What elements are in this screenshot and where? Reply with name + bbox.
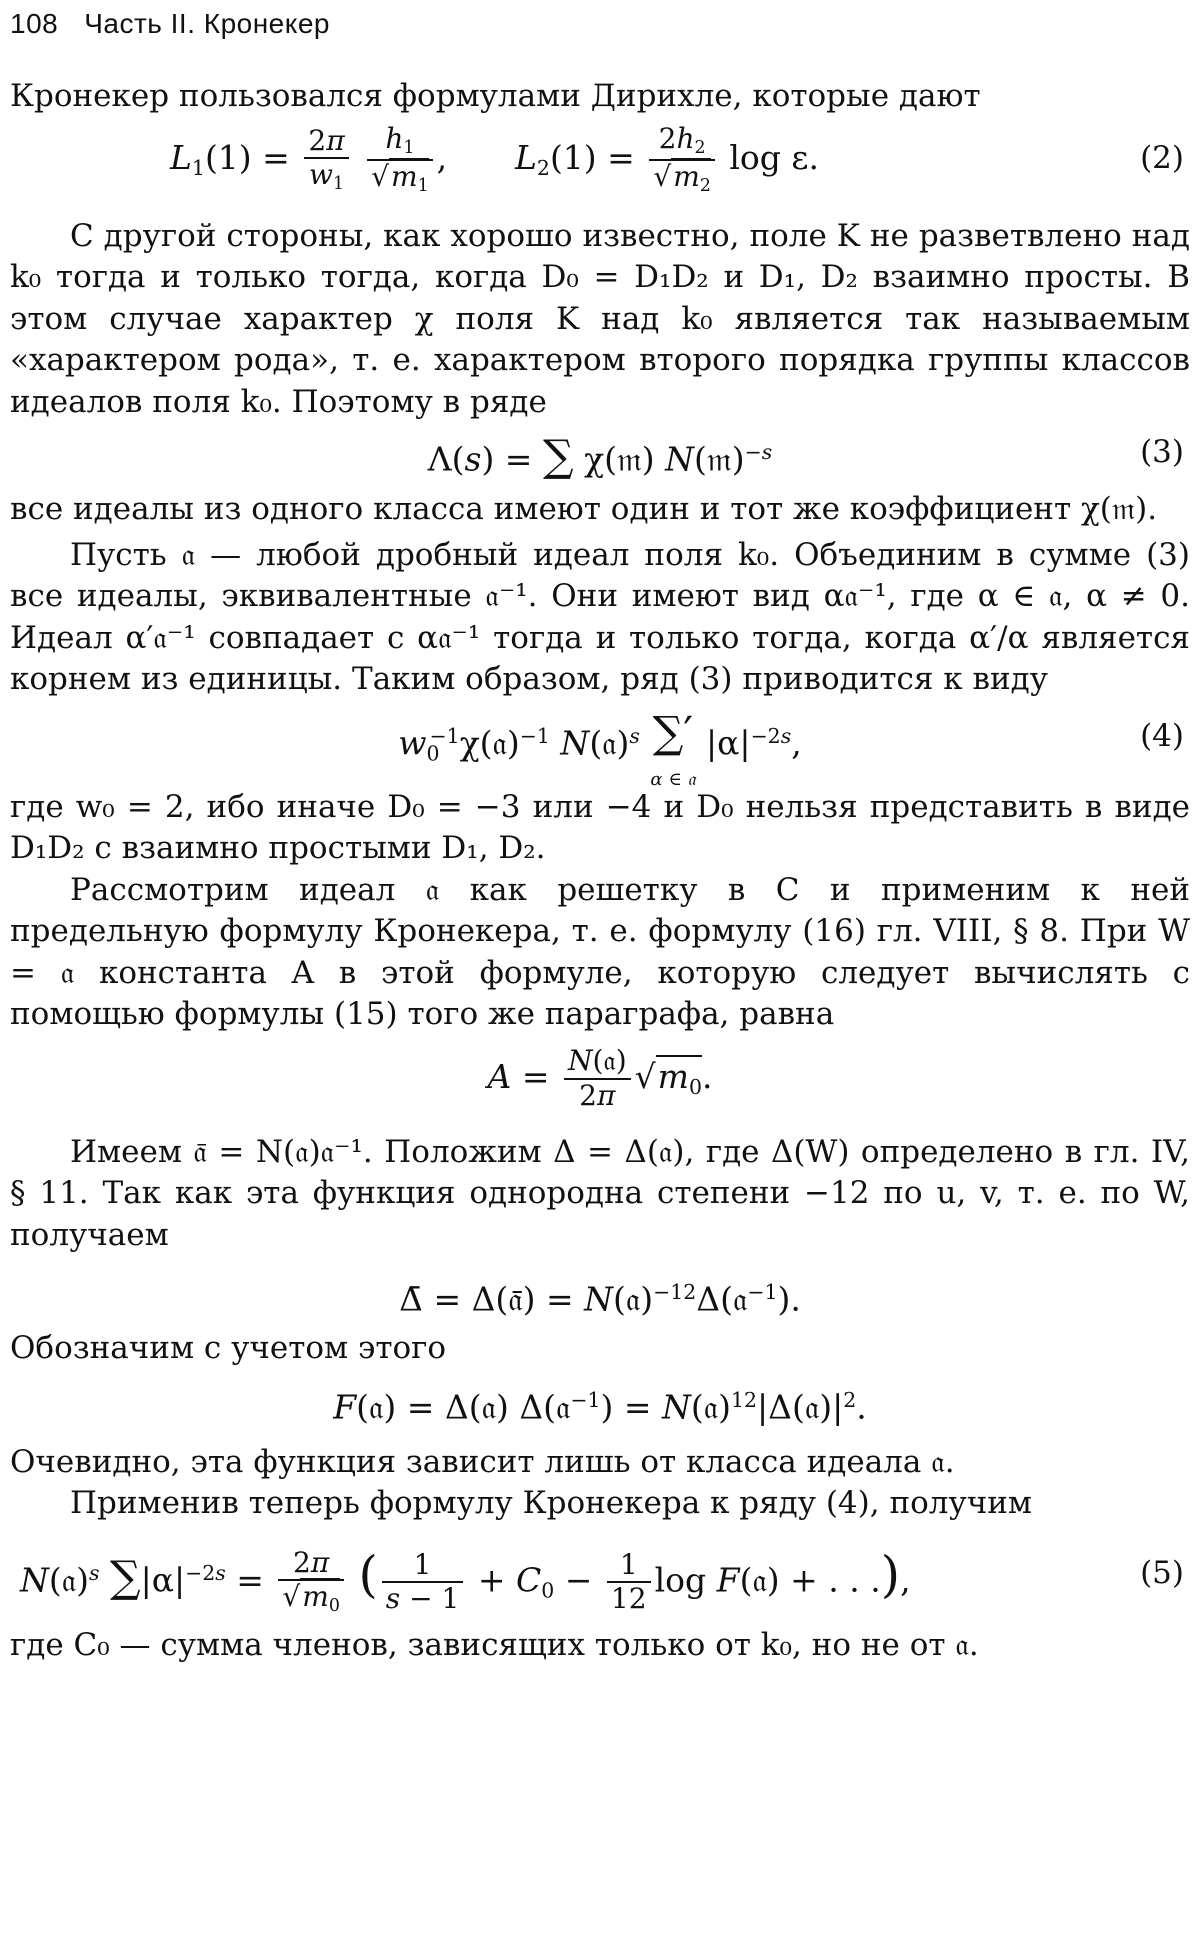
page-number: 108: [10, 8, 59, 39]
paragraph-8: Обозначим с учетом этого: [10, 1330, 447, 1366]
paragraph-5: где w₀ = 2, ибо иначе D₀ = −3 или −4 и D₀ нельзя представить в виде D₁D₂ с взаимно простыми D₁, D₂.: [10, 788, 1190, 866]
paragraph-3: все идеалы из одного класса имеют один и тот же коэффициент χ(𝔪).: [10, 491, 1158, 527]
equation-5: N(𝔞)$^s$ $\sum|\alpha|^{-2s}$ = $\frac{2\pi}{√m_0}$ ( $\frac{1}{s - 1}$ + $C_0$ − $\frac{1}{12}$ log F(𝔞) + . . .), (5): [10, 1525, 1190, 1621]
running-title: Часть II. Кронекер: [84, 8, 330, 39]
equation-number-5: (5): [1140, 1554, 1184, 1591]
paragraph-2: С другой стороны, как хорошо известно, поле K не разветвлено над k₀ тогда и только тогда, когда D₀ = D₁D₂ и D₁, D₂ взаимно просты. В этом случае характер χ поля K над k₀ является так называемым «характером рода», т. е. характером второго порядка группы классов идеалов поля k₀. Поэтому в ряде: [10, 217, 1190, 420]
paragraph-9: Очевидно, эта функция зависит лишь от класса идеала 𝔞.: [10, 1443, 955, 1480]
paragraph-6: Рассмотрим идеал 𝔞 как решетку в C и применим к ней предельную формулу Кронекера, т. е. формулу (16) гл. VIII, § 8. При W = 𝔞 константа A в этой формуле, которую следует вычислять с помощью формулы (15) того же параграфа, равна: [10, 871, 1190, 1032]
equation-4: $w_0^{-1}\chi(𝔞)^{-1}$ N(𝔞)$^s$ ∑′ α ∈ 𝔞 $|\alpha|^{-2s}$, (4): [10, 701, 1190, 783]
running-header: [10, 4, 1190, 46]
paragraph-10: Применив теперь формулу Кронекера к ряду (4), получим: [70, 1485, 1032, 1521]
equation-2: $L_1(1)$ = $\frac{2\pi}{w_1}$ $\frac{h_1}{√m_1}$ , $L_2(1)$ = $\frac{2h_2}{√m_2}$ log ε. (2): [10, 118, 1190, 198]
paragraph-4: Пусть 𝔞 — любой дробный идеал поля k₀. Объединим в сумме (3) все идеалы, эквивалентные 𝔞⁻¹. Они имеют вид α𝔞⁻¹, где α ∈ 𝔞, α ≠ 0. Идеал α′𝔞⁻¹ совпадает с α𝔞⁻¹ тогда и только тогда, когда α′/α является корнем из единицы. Таким образом, ряд (3) приводится к виду: [10, 536, 1190, 697]
equation-delta: Δ̄ = Δ(𝔞̄) = N(𝔞)$^{-12}$Δ(𝔞$^{-1}$).: [399, 1279, 801, 1319]
equation-A: A = $\frac{\text{N(𝔞)}}{2\pi}$ $√m_0$.: [487, 1044, 713, 1112]
paragraph-1: Кронекер пользовался формулами Дирихле, которые дают: [10, 78, 981, 114]
equation-number-3: (3): [1140, 434, 1184, 470]
equation-number-2: (2): [1140, 139, 1184, 176]
equation-3: Λ(s) = ∑ χ(𝔪) N(𝔪)$^{-s}$ (3): [10, 423, 1190, 481]
paragraph-11: где C₀ — сумма членов, зависящих только от k₀, но не от 𝔞.: [10, 1626, 979, 1663]
equation-F: F(𝔞) = Δ(𝔞) Δ(𝔞$^{-1}$) = $N(𝔞)^{12}|\Delta(𝔞)|^2$.: [333, 1386, 867, 1426]
equation-number-4: (4): [1140, 717, 1184, 754]
paragraph-7: Имеем 𝔞̄ = N(𝔞)𝔞⁻¹. Положим Δ = Δ(𝔞), где Δ(W) определено в гл. IV, § 11. Так как эта функция однородна степени −12 по u, v, т. е. по W, получаем: [10, 1133, 1190, 1253]
